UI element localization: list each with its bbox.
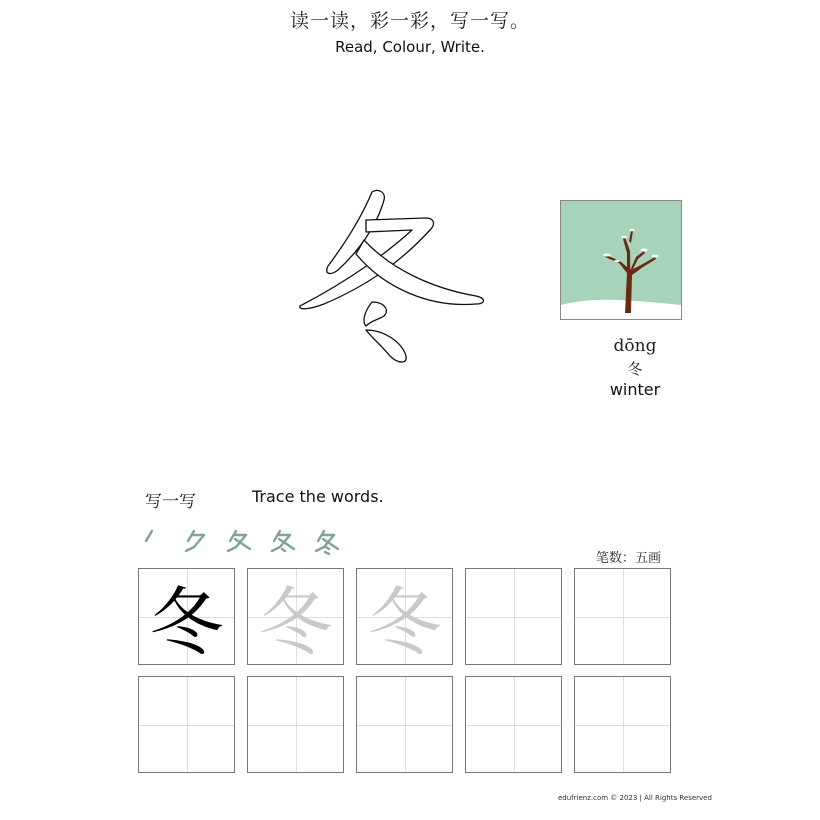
practice-cell-empty[interactable] xyxy=(574,568,671,665)
example-character: 冬 xyxy=(149,579,224,666)
pinyin-label: dōng xyxy=(613,336,657,356)
practice-row-2 xyxy=(138,676,678,773)
stroke-count-label: 笔数：五画 xyxy=(596,551,662,566)
practice-cell-empty[interactable] xyxy=(465,676,562,773)
trace-character: 冬 xyxy=(258,579,333,666)
outline-stroke-4 xyxy=(364,302,386,326)
practice-cell-trace[interactable] xyxy=(356,568,453,665)
copyright-footer: edufrienz.com © 2023 | All Rights Reserved xyxy=(558,794,712,802)
practice-cell-example xyxy=(138,568,235,665)
practice-cell-empty[interactable] xyxy=(574,676,671,773)
english-word-label: winter xyxy=(609,380,661,399)
winter-picture xyxy=(560,200,682,320)
stroke-order-sequence xyxy=(140,527,360,555)
colouring-outline-character[interactable] xyxy=(280,170,510,380)
practice-row-1 xyxy=(138,568,678,665)
outline-stroke-5 xyxy=(366,330,406,362)
practice-cell-empty[interactable] xyxy=(356,676,453,773)
practice-cell-trace[interactable] xyxy=(247,568,344,665)
practice-cell-empty[interactable] xyxy=(138,676,235,773)
page-title-english: Read, Colour, Write. xyxy=(335,38,485,56)
stroke-order-step-2 xyxy=(186,531,204,551)
winter-tree-icon xyxy=(561,201,681,319)
trace-character: 冬 xyxy=(367,579,442,666)
stroke-order-step-3 xyxy=(228,531,250,551)
stroke-order-step-5 xyxy=(316,531,338,554)
section-heading-english: Trace the words. xyxy=(252,487,384,506)
page-title-chinese: 读一读，彩一彩，写一写。 xyxy=(289,10,530,32)
practice-cell-empty[interactable] xyxy=(465,568,562,665)
stroke-order-step-4 xyxy=(272,531,294,551)
outline-stroke-3 xyxy=(356,240,484,305)
section-heading-chinese: 写一写 xyxy=(145,492,196,512)
practice-cell-empty[interactable] xyxy=(247,676,344,773)
stroke-order-step-1 xyxy=(146,531,152,541)
chinese-word-label: 冬 xyxy=(627,360,643,378)
writing-practice-grid xyxy=(138,568,678,784)
